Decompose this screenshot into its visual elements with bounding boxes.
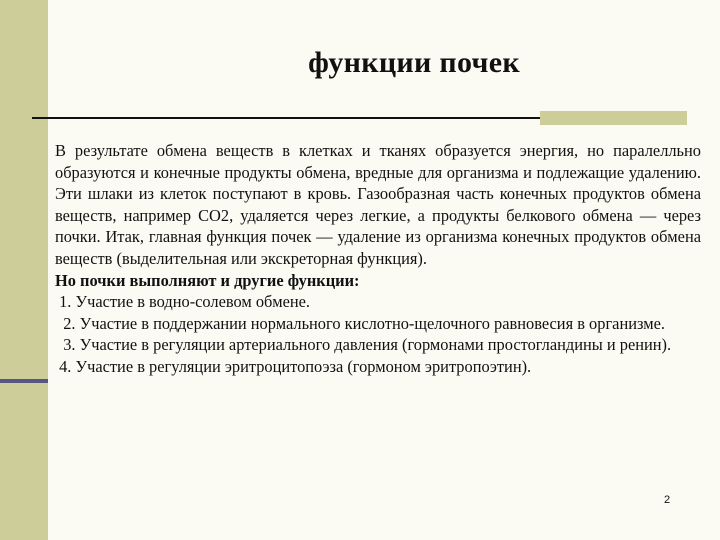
list-item: 4. Участие в регуляции эритроцитопоэза (гормоном эритропоэтин). [55, 356, 532, 376]
intro-paragraph: В результате обмена веществ в клетках и тканях образуется энергия, но паралелльно образуются и конечные продукты обмена, вредные для организма и подлежащие удалению. Эти шлаки из клеток поступают в кровь. Газообразная часть конечных продуктов обмена веществ, например СО2, удаляется через легкие, а продукты белкового обмена — через почки. Итак, главная функция почек — удаление из организма конечных продуктов обмена веществ (выделительная или экскреторная функция). [55, 141, 701, 268]
title-underline [32, 117, 540, 119]
list-item: 1. Участие в водно-солевом обмене. [55, 292, 311, 312]
left-decorative-band [0, 0, 48, 540]
slide-body [55, 140, 701, 378]
slide-title: функции почек [308, 46, 520, 79]
functions-subheading: Но почки выполняют и другие функции: [55, 270, 360, 290]
left-band-divider [0, 379, 48, 383]
page-number: 2 [664, 494, 671, 506]
list-item: 2. Участие в поддержании нормального кислотно-щелочного равновесия в организме. [55, 313, 665, 333]
title-accent-block [540, 111, 687, 125]
list-item: 3. Участие в регуляции артериального давления (гормонами простогландины и ренин). [55, 335, 672, 355]
